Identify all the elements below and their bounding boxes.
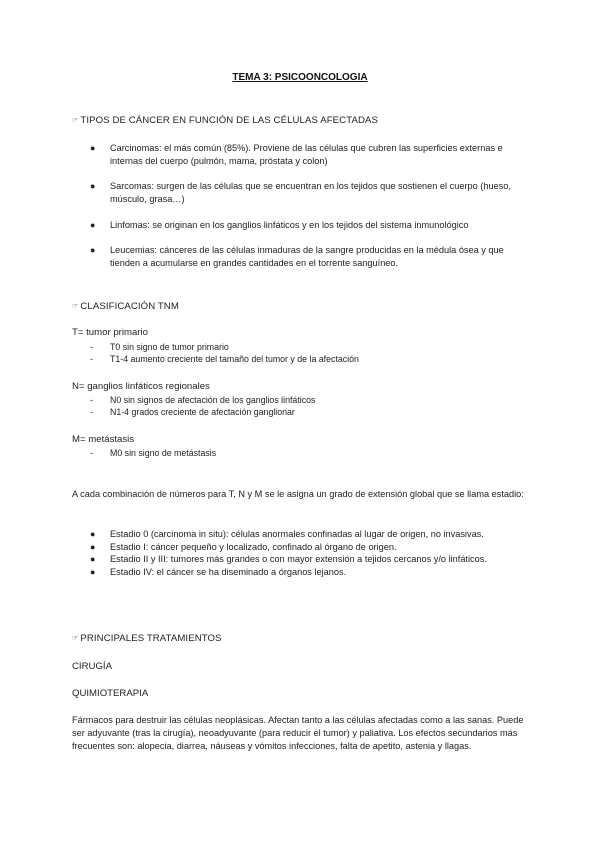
bullet-icon: ● <box>90 529 96 539</box>
list-item-text: N0 sin signos de afectación de los ganglios linfáticos <box>110 395 316 405</box>
hand-pointing-right-icon: ☞ <box>72 117 79 124</box>
list-item <box>90 541 530 554</box>
bullet-icon: ● <box>90 219 96 230</box>
m-label: M= metástasis <box>72 434 135 445</box>
list-item: - N0 sin signos de afectación de los ganglios linfáticos <box>90 395 316 405</box>
list-item-text: T1-4 aumento creciente del tamaño del tumor y de la afectación <box>110 354 359 365</box>
cirugia-heading: CIRUGÍA <box>72 661 112 672</box>
quimioterapia-text: Fármacos para destruir las células neoplásicas. Afectan tanto a las células afectadas como a las sanas. Puede ser adyuvante (tras la cirugía), neoadyuvante (para reducir el tumor) y paliativa. Los efectos secundarios más frecuentes son: alopecia, diarrea, náuseas y vómitos infecciones, falta de apetito, astenia y llagas. <box>72 715 524 751</box>
n-label: N= ganglios linfáticos regionales <box>72 381 210 392</box>
n-list <box>90 394 520 418</box>
list-item-text: Estadio 0 (carcinoma in situ): células anormales confinadas al lugar de origen, no invasivas. <box>110 529 484 539</box>
t-label: T= tumor primario <box>72 327 148 338</box>
bullet-icon: ● <box>90 143 96 153</box>
list-item <box>90 566 530 579</box>
list-item-text: Estadio IV: el cáncer se ha diseminado a órganos lejanos. <box>110 567 347 578</box>
list-item-text: Estadio I: cáncer pequeño y localizado, confinado al órgano de origen. <box>110 541 397 552</box>
list-item-text: T0 sin signo de tumor primario <box>110 342 229 352</box>
list-item-text: Estadio II y III: tumores más grandes o con mayor extensión a tejidos cercanos y/o linfáticos. <box>110 554 487 565</box>
hand-pointing-right-icon: ☞ <box>72 635 79 642</box>
list-item-text: Sarcomas: surgen de las células que se encuentran en los tejidos que sostienen el cuerpo (hueso, músculo, grasa…) <box>110 181 511 205</box>
tipos-list <box>90 142 530 283</box>
list-item <box>90 244 530 269</box>
bullet-icon: ● <box>90 554 96 565</box>
list-item <box>90 553 530 566</box>
list-item: - N1-4 grados creciente de afectación ganglionar <box>90 407 295 418</box>
section-heading-tipos-text: TIPOS DE CÁNCER EN FUNCIÓN DE LAS CÉLULAS AFECTADAS <box>80 115 378 126</box>
page-title: TEMA 3: PSICOONCOLOGIA <box>232 72 368 83</box>
list-item-text: Leucemias: cánceres de las células inmaduras de la sangre producidas en la médula ósea y que tienden a acumularse en grandes cantidades en el torrente sanguíneo. <box>110 245 504 269</box>
bullet-icon: ● <box>90 567 96 578</box>
bullet-icon: ● <box>90 245 96 256</box>
m-list <box>90 447 520 459</box>
list-item <box>90 180 530 205</box>
list-item: - M0 sin signo de metástasis <box>90 448 217 458</box>
list-item <box>90 142 530 167</box>
list-item-text: Carcinomas: el más común (85%). Proviene de las células que cubren las superficies externas e internas del cuerpo (pulmón, mama, próstata y colon) <box>110 143 503 166</box>
bullet-icon: ● <box>90 181 96 192</box>
estadios-list <box>90 528 530 579</box>
section-heading-tnm-text: CLASIFICACIÓN TNM <box>80 301 179 312</box>
list-item <box>90 219 530 232</box>
list-item-text: Linfomas: se originan en los ganglios linfáticos y en los tejidos del sistema inmunológico <box>110 219 469 230</box>
list-item-text: N1-4 grados creciente de afectación ganglionar <box>110 407 295 418</box>
t-list <box>90 341 520 365</box>
list-item <box>90 528 530 541</box>
hand-pointing-right-icon: ☞ <box>72 303 79 310</box>
section-heading-tratamientos-text: PRINCIPALES TRATAMIENTOS <box>80 633 222 644</box>
estadio-intro: A cada combinación de números para T, N y M se le asigna un grado de extensión global que se llama estadio: <box>72 489 524 499</box>
section-heading-tnm <box>72 300 179 313</box>
quimioterapia-heading: QUIMIOTERAPIA <box>72 688 149 699</box>
section-heading-tratamientos <box>72 632 222 645</box>
list-item: - T0 sin signo de tumor primario <box>90 342 229 352</box>
section-heading-tipos <box>72 114 378 127</box>
list-item: - T1-4 aumento creciente del tamaño del tumor y de la afectación <box>90 354 359 365</box>
list-item-text: M0 sin signo de metástasis <box>110 448 217 458</box>
bullet-icon: ● <box>90 541 96 552</box>
